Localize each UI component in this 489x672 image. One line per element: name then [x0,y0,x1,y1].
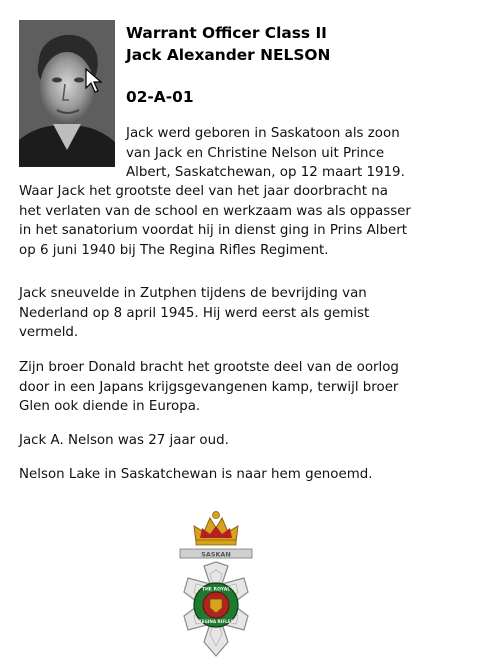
text-line: het verlaten van de school en werkzaam was als oppasser [19,203,411,219]
soldier-portrait-photo [19,20,115,167]
ring-text-bottom: REGINA RIFLES [198,619,234,624]
text-line: van Jack en Christine Nelson uit Prince [126,145,385,161]
text-line: Jack werd geboren in Saskatoon als zoon [126,126,400,141]
soldier-name: Jack Alexander NELSON [126,46,331,64]
text-line: Nederland op 8 april 1945. Hij werd eerst als gemist [19,305,370,321]
text-line: Nelson Lake in Saskatchewan is naar hem genoemd. [19,467,373,482]
header-block [126,22,330,66]
text-line: Zijn broer Donald bracht het grootste deel van de oorlog [19,360,399,375]
text-line: op 6 juni 1940 bij The Regina Rifles Regiment. [19,242,329,258]
biography-paragraph-3 [19,358,399,417]
grave-code: 02-A-01 [126,88,194,106]
crown-icon [194,512,238,546]
text-line: in het sanatorium voordat hij in dienst ging in Prins Albert [19,223,407,238]
biography-paragraph-1b [19,182,411,260]
mouse-cursor-icon [85,68,103,94]
biography-paragraph-5 [19,465,373,485]
text-line: vermeld. [19,325,79,340]
banner-text: SASKAN [201,550,231,559]
ring-text-top: THE ROYAL [201,587,231,593]
banner [180,549,252,558]
text-line: Glen ook diende in Europa. [19,399,201,414]
text-line: door in een Japans krijgsgevangenen kamp, terwijl broer [19,379,399,395]
biography-paragraph-1a [126,124,405,183]
biography-paragraph-4 [19,431,229,451]
text-line: Jack sneuvelde in Zutphen tijdens de bevrijding van [19,286,367,301]
regimental-ring [194,583,238,627]
biography-paragraph-2 [19,284,369,343]
text-line: Albert, Saskatchewan, op 12 maart 1919. [126,165,405,180]
text-line: Waar Jack het grootste deel van het jaar doorbracht na [19,184,388,199]
text-line: Jack A. Nelson was 27 jaar oud. [19,433,229,448]
soldier-rank: Warrant Officer Class II [126,24,327,42]
regina-rifles-badge [166,508,266,666]
